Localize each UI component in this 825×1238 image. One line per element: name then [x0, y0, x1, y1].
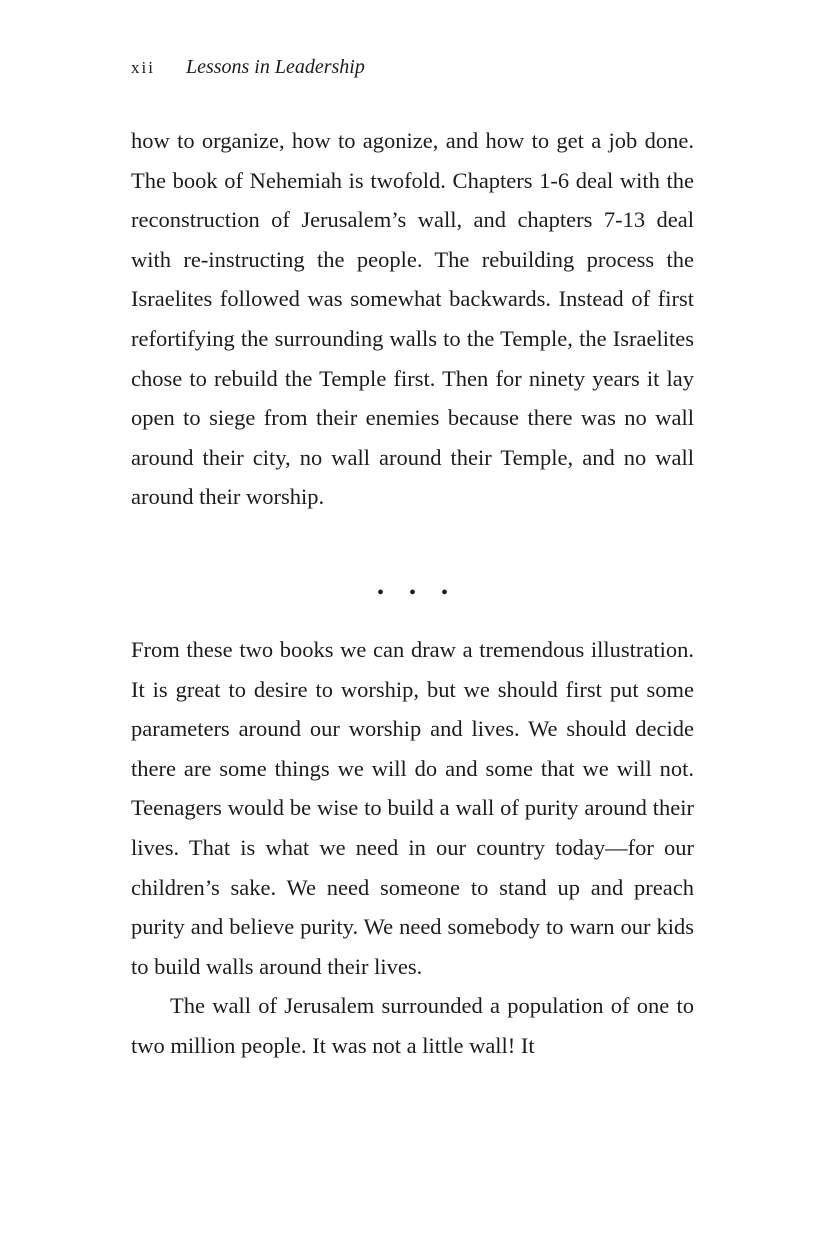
paragraph: The wall of Jerusalem surrounded a population of one to two million people. It was not a little wall! It — [131, 993, 694, 1058]
text-block-after-break — [131, 630, 694, 1066]
text-block-before-break — [131, 121, 694, 517]
section-break-ornament: • • • — [376, 582, 458, 604]
paragraph: From these two books we can draw a tremendous illustration. It is great to desire to worship, but we should first put some parameters around our worship and lives. We should decide there are some things we will do and some that we will not. Teenagers would be wise to build a wall of purity around their lives. That is what we need in our country today—for our children’s sake. We need someone to stand up and preach purity and believe purity. We need somebody to warn our kids to build walls around their lives. — [131, 637, 694, 979]
page-number: xii — [131, 58, 155, 77]
paragraph: how to organize, how to agonize, and how to get a job done. The book of Nehemiah is twofold. Chapters 1-6 deal with the reconstruction of Jerusalem’s wall, and chapters 7-13 deal with re-instructing the people. The rebuilding process the Israelites followed was somewhat backwards. Instead of first refortifying the surrounding walls to the Temple, the Israelites chose to rebuild the Temple first. Then for ninety years it lay open to siege from their enemies because there was no wall around their city, no wall around their Temple, and no wall around their worship. — [131, 128, 694, 510]
book-title: Lessons in Leadership — [185, 56, 365, 78]
running-head — [131, 52, 365, 83]
